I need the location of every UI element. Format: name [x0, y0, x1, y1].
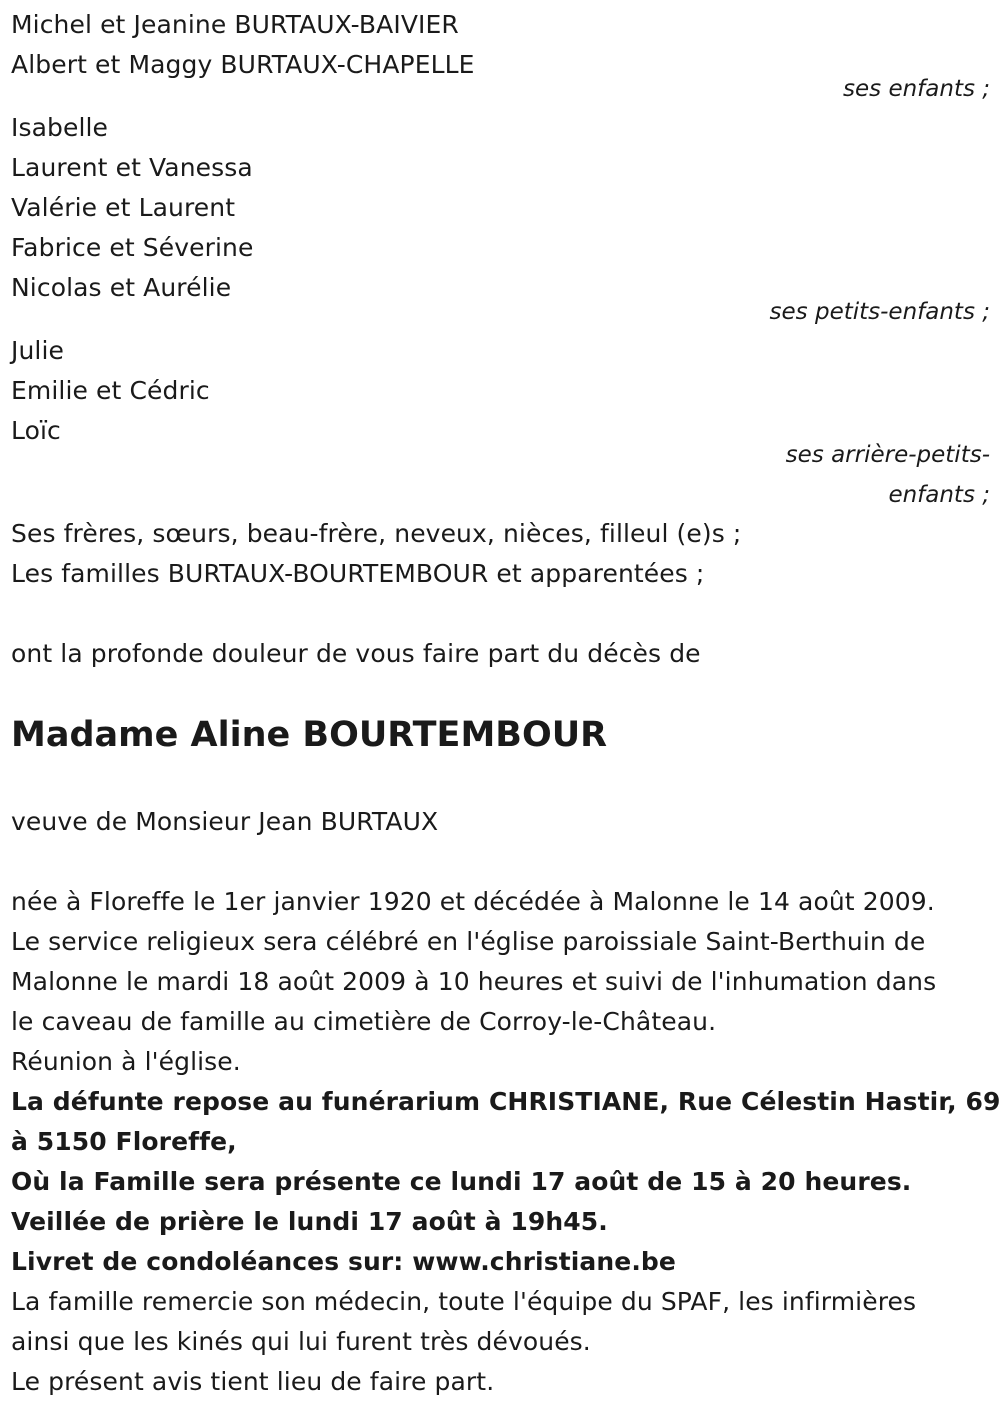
great-grandchildren-label-2: enfants ;	[888, 482, 990, 508]
closing-line: ainsi que les kinés qui lui furent très dévoués.	[11, 1327, 591, 1356]
children-label: ses enfants ;	[843, 76, 990, 102]
funerarium-line: à 5150 Floreffe,	[11, 1127, 237, 1156]
child-line: Michel et Jeanine BURTAUX-BAIVIER	[11, 10, 459, 39]
visitation-line: Où la Famille sera présente ce lundi 17 août de 15 à 20 heures.	[11, 1167, 912, 1196]
detail-line: Le service religieux sera célébré en l'église paroissiale Saint-Berthuin de	[11, 927, 926, 956]
closing-line: La famille remercie son médecin, toute l'équipe du SPAF, les infirmières	[11, 1287, 917, 1316]
detail-line: née à Floreffe le 1er janvier 1920 et décédée à Malonne le 14 août 2009.	[11, 887, 935, 916]
deceased-name: Madame Aline BOURTEMBOUR	[11, 715, 608, 755]
child-line: Albert et Maggy BURTAUX-CHAPELLE	[11, 50, 475, 79]
grandchild-line: Nicolas et Aurélie	[11, 273, 232, 302]
great-grandchildren-label-1: ses arrière-petits-	[785, 442, 990, 468]
announcement-text: ont la profonde douleur de vous faire part du décès de	[11, 639, 701, 668]
condolences-line: Livret de condoléances sur: www.christiane.be	[11, 1247, 676, 1276]
relatives-line: Ses frères, sœurs, beau-frère, neveux, nièces, filleul (e)s ;	[11, 519, 742, 548]
great-grandchild-line: Emilie et Cédric	[11, 376, 210, 405]
widow-of-text: veuve de Monsieur Jean BURTAUX	[11, 807, 439, 836]
funerarium-line: La défunte repose au funérarium CHRISTIANE, Rue Célestin Hastir, 69	[11, 1087, 1000, 1116]
grandchild-line: Isabelle	[11, 113, 109, 142]
grandchild-line: Valérie et Laurent	[11, 193, 236, 222]
great-grandchild-line: Julie	[11, 336, 64, 365]
grandchild-line: Laurent et Vanessa	[11, 153, 253, 182]
detail-line: Réunion à l'église.	[11, 1047, 241, 1076]
detail-line: le caveau de famille au cimetière de Corroy-le-Château.	[11, 1007, 717, 1036]
vigil-line: Veillée de prière le lundi 17 août à 19h45.	[11, 1207, 608, 1236]
relatives-line: Les familles BURTAUX-BOURTEMBOUR et apparentées ;	[11, 559, 705, 588]
grandchild-line: Fabrice et Séverine	[11, 233, 254, 262]
detail-line: Malonne le mardi 18 août 2009 à 10 heures et suivi de l'inhumation dans	[11, 967, 937, 996]
grandchildren-label: ses petits-enfants ;	[769, 299, 990, 325]
closing-line: Le présent avis tient lieu de faire part.	[11, 1367, 495, 1396]
great-grandchild-line: Loïc	[11, 416, 61, 445]
